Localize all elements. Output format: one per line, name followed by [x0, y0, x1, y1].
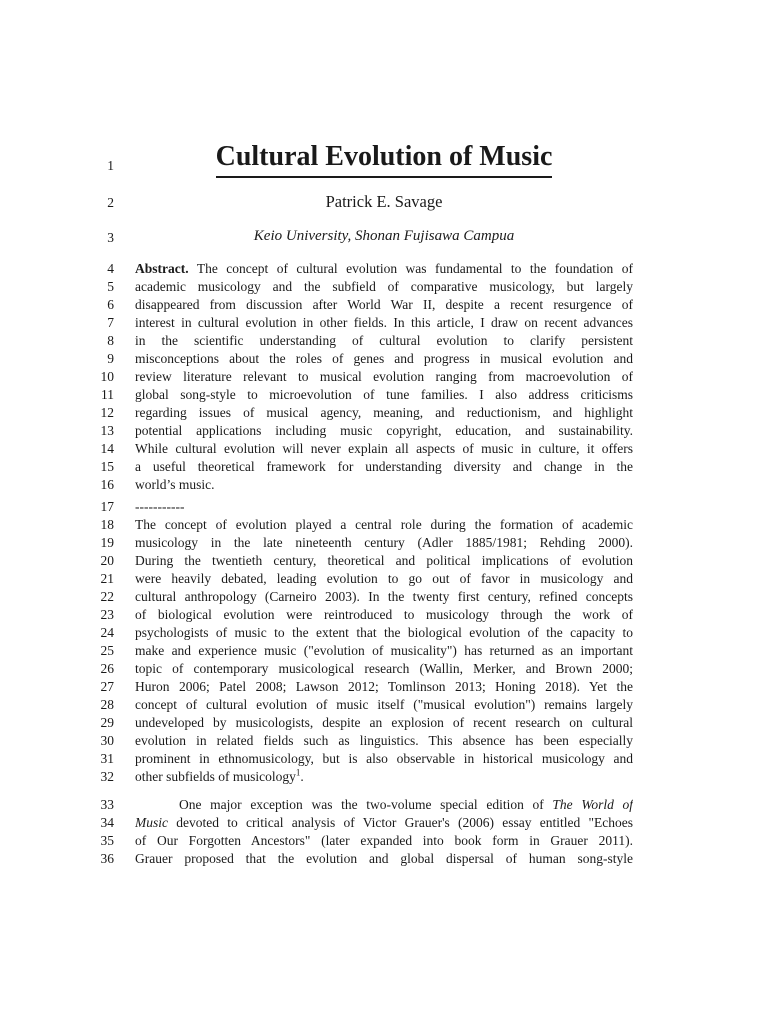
body-line: concept of cultural evolution of music itself ("musical evolution") remains largely	[135, 697, 633, 712]
line-number: 2	[107, 195, 114, 210]
abstract-line: world’s music.	[135, 477, 215, 492]
line-number: 33	[100, 797, 114, 812]
line-number: 34	[100, 815, 114, 830]
line-number: 26	[100, 661, 114, 676]
body-line: One major exception was the two-volume special edition of The World of	[179, 797, 633, 812]
line-number: 27	[100, 679, 114, 694]
line-number: 7	[107, 315, 114, 330]
journal-title: Music	[135, 815, 168, 830]
line-number: 18	[100, 517, 114, 532]
line-number: 30	[100, 733, 114, 748]
footnote-marker[interactable]: 1	[295, 767, 301, 778]
abstract-line: global song-style to microevolution of tune families. I also address criticisms	[135, 387, 633, 402]
body-line: of Our Forgotten Ancestors" (later expanded into book form in Grauer 2011).	[135, 833, 633, 848]
abstract-line: Abstract. The concept of cultural evolution was fundamental to the foundation of	[135, 261, 633, 276]
body-line: Huron 2006; Patel 2008; Lawson 2012; Tomlinson 2013; Honing 2018). Yet the	[135, 679, 633, 694]
abstract-label: Abstract.	[135, 261, 189, 276]
line-number: 13	[100, 423, 114, 438]
author-name: Patrick E. Savage	[325, 192, 443, 211]
line-number: 21	[100, 571, 114, 586]
line-number: 31	[100, 751, 114, 766]
line-number: 35	[100, 833, 114, 848]
line-number: 6	[107, 297, 114, 312]
author-affiliation: Keio University, Shonan Fujisawa Campua	[253, 228, 515, 244]
body-line: Music devoted to critical analysis of Victor Grauer's (2006) essay entitled "Echoes	[135, 815, 633, 830]
abstract-line: While cultural evolution will never explain all aspects of music in culture, it offers	[135, 441, 633, 456]
body-line: make and experience music ("evolution of musicality") has returned as an important	[135, 643, 633, 658]
line-number: 17	[100, 499, 114, 514]
body-line: musicology in the late nineteenth century (Adler 1885/1981; Rehding 2000).	[135, 535, 633, 550]
body-line: prominent in ethnomusicology, but is also observable in historical musicology and	[135, 751, 633, 766]
abstract-line: disappeared from discussion after World War II, despite a recent resurgence of	[135, 297, 633, 312]
body-line: were heavily debated, leading evolution to go out of favor in musicology and	[135, 571, 633, 586]
abstract-line: review literature relevant to musical evolution ranging from macroevolution of	[135, 369, 633, 384]
body-line: of biological evolution were reintroduced to musicology through the work of	[135, 607, 633, 622]
abstract-line: interest in cultural evolution in other fields. In this article, I draw on recent advances	[135, 315, 633, 330]
body-line: evolution in related fields such as linguistics. This absence has been especially	[135, 733, 633, 748]
body-line: During the twentieth century, theoretical and political implications of evolution	[135, 553, 633, 568]
line-number: 9	[107, 351, 114, 366]
line-number: 4	[107, 261, 114, 276]
section-separator: -----------	[135, 499, 185, 514]
line-number: 20	[100, 553, 114, 568]
abstract-line: misconceptions about the roles of genes and progress in musical evolution and	[135, 351, 633, 366]
line-number: 14	[100, 441, 114, 456]
line-number: 29	[100, 715, 114, 730]
line-number: 8	[107, 333, 114, 348]
body-line: other subfields of musicology$^1$.	[135, 767, 304, 784]
line-number: 10	[100, 369, 114, 384]
line-number: 23	[100, 607, 114, 622]
line-number: 24	[100, 625, 114, 640]
line-number: 16	[100, 477, 114, 492]
body-line: Grauer proposed that the evolution and global dispersal of human song-style	[135, 851, 633, 866]
line-number: 15	[100, 459, 114, 474]
line-number: 28	[100, 697, 114, 712]
journal-title: The World of	[552, 797, 633, 812]
line-number: 1	[107, 158, 114, 173]
line-number: 12	[100, 405, 114, 420]
line-number: 22	[100, 589, 114, 604]
title-block	[0, 140, 768, 178]
abstract-line: a useful theoretical framework for understanding diversity and change in the	[135, 459, 633, 474]
line-number: 36	[100, 851, 114, 866]
body-line: topic of contemporary musicological research (Wallin, Merker, and Brown 2000;	[135, 661, 633, 676]
body-line: undeveloped by musicologists, despite an explosion of recent research on cultural	[135, 715, 633, 730]
line-number: 5	[107, 279, 114, 294]
line-number: 25	[100, 643, 114, 658]
abstract-line: academic musicology and the subfield of comparative musicology, but largely	[135, 279, 633, 294]
line-number: 32	[100, 769, 114, 784]
body-line: psychologists of music to the extent that the biological evolution of the capacity to	[135, 625, 633, 640]
abstract-line: in the scientific understanding of cultural evolution to clarify persistent	[135, 333, 633, 348]
line-number: 19	[100, 535, 114, 550]
body-line: The concept of evolution played a central role during the formation of academic	[135, 517, 633, 532]
paper-title: Cultural Evolution of Music	[216, 140, 553, 178]
abstract-line: potential applications including music copyright, education, and sustainability.	[135, 423, 633, 438]
abstract-line: regarding issues of musical agency, meaning, and reductionism, and highlight	[135, 405, 633, 420]
line-number: 3	[107, 230, 114, 245]
line-number: 11	[101, 387, 114, 402]
body-line: cultural anthropology (Carneiro 2003). In the twenty first century, refined concepts	[135, 589, 633, 604]
